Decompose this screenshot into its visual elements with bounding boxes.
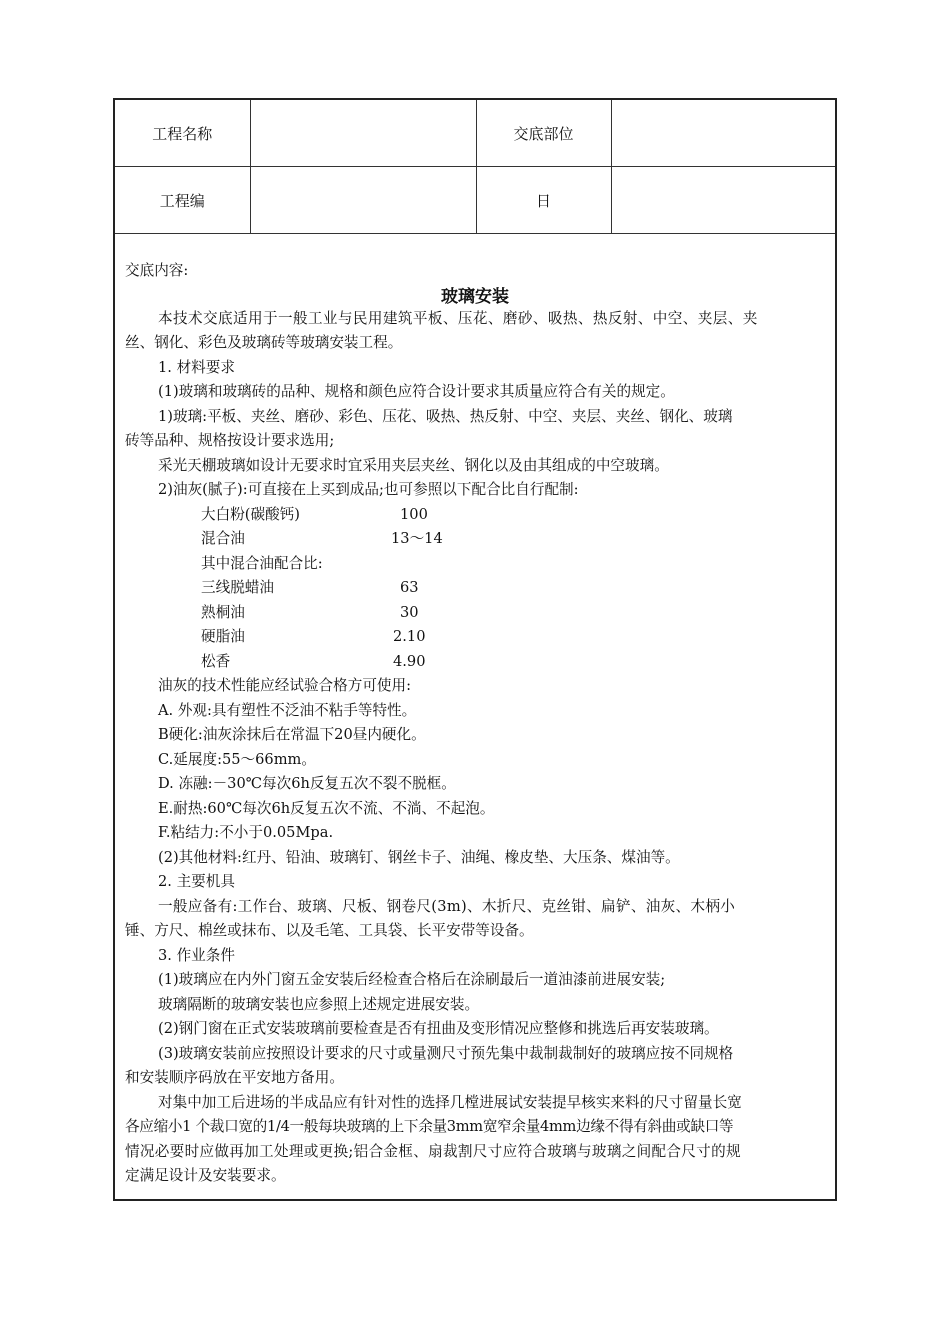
heading-materials: 1. 材料要求 bbox=[158, 359, 235, 376]
text-line: 本技术交底适用于一般工业与民用建筑平板、压花、磨砂、吸热、热反射、中空、夹层、夹 bbox=[158, 310, 758, 327]
project-no-label: 工程编 bbox=[115, 167, 250, 234]
heading-tools: 2. 主要机具 bbox=[158, 873, 235, 890]
text-line: (2)钢门窗在正式安装玻璃前要检查是否有扭曲及变形情况应整修和挑选后再安装玻璃。 bbox=[158, 1020, 719, 1037]
document-sheet bbox=[113, 98, 837, 1201]
intro-label: 交底内容: bbox=[125, 262, 189, 279]
mix-item-value: 100 bbox=[400, 506, 428, 523]
text-line: 锤、方尺、棉丝或抹布、以及毛笔、工具袋、长平安带等设备。 bbox=[125, 922, 534, 939]
mix-item-name: 熟桐油 bbox=[201, 604, 245, 621]
project-name-label: 工程名称 bbox=[115, 100, 250, 167]
mix-item-value: 2.10 bbox=[393, 628, 426, 645]
text-line: (3)玻璃安装前应按照设计要求的尺寸或量测尺寸预先集中裁制裁制好的玻璃应按不同规格 bbox=[158, 1045, 734, 1062]
text-line: C.延展度:55～66mm。 bbox=[158, 751, 316, 768]
text-line: (1)玻璃应在内外门窗五金安装后经检查合格后在涂刷最后一道油漆前进展安装; bbox=[158, 971, 666, 988]
mix-item-value: 13～14 bbox=[391, 530, 443, 547]
location-field[interactable] bbox=[611, 100, 835, 167]
text-line: 玻璃隔断的玻璃安装也应参照上述规定进展安装。 bbox=[158, 996, 480, 1013]
date-label: 日 bbox=[476, 167, 611, 234]
mix-item-value: 4.90 bbox=[393, 653, 426, 670]
text-line: 丝、钢化、彩色及玻璃砖等玻璃安装工程。 bbox=[125, 334, 403, 351]
text-line: 油灰的技术性能应经试验合格方可使用: bbox=[158, 677, 412, 694]
mix-item-value: 63 bbox=[400, 579, 419, 596]
header-row-1 bbox=[115, 100, 835, 167]
text-line: 各应缩小1 个裁口宽的1/4一般每块玻璃的上下余量3mm宽窄余量4mm边缘不得有斜曲或缺口等 bbox=[125, 1118, 734, 1135]
text-line: A. 外观:具有塑性不泛油不粘手等特性。 bbox=[158, 702, 417, 719]
mix-item-name: 松香 bbox=[201, 653, 231, 670]
date-field[interactable] bbox=[611, 167, 835, 234]
text-line: 砖等品种、规格按设计要求选用; bbox=[125, 432, 335, 449]
text-line: 一般应备有:工作台、玻璃、尺板、钢卷尺(3m)、木折尺、克丝钳、扁铲、油灰、木柄小 bbox=[158, 898, 736, 915]
text-line: 和安装顺序码放在平安地方备用。 bbox=[125, 1069, 344, 1086]
text-line: 1)玻璃:平板、夹丝、磨砂、彩色、压花、吸热、热反射、中空、夹层、夹丝、钢化、玻璃 bbox=[158, 408, 733, 425]
mix-subheading: 其中混合油配合比: bbox=[201, 555, 323, 572]
text-line: E.耐热:60℃每次6h反复五次不流、不淌、不起泡。 bbox=[158, 800, 495, 817]
text-line: 采光天棚玻璃如设计无要求时宜采用夹层夹丝、钢化以及由其组成的中空玻璃。 bbox=[158, 457, 669, 474]
text-line: 定满足设计及安装要求。 bbox=[125, 1167, 286, 1184]
text-line: 2)油灰(腻子):可直接在上买到成品;也可参照以下配合比自行配制: bbox=[158, 481, 579, 498]
location-label: 交底部位 bbox=[476, 100, 611, 167]
text-line: F.粘结力:不小于0.05Mpa. bbox=[158, 824, 334, 841]
text-line: (1)玻璃和玻璃砖的品种、规格和颜色应符合设计要求其质量应符合有关的规定。 bbox=[158, 383, 675, 400]
project-no-field[interactable] bbox=[250, 167, 476, 234]
section-title: 玻璃安装 bbox=[441, 287, 509, 307]
text-line: 对集中加工后进场的半成品应有针对性的选择几樘进展试安装提早核实来料的尺寸留量长宽 bbox=[158, 1094, 742, 1111]
mix-item-name: 混合油 bbox=[201, 530, 245, 547]
mix-item-name: 硬脂油 bbox=[201, 628, 245, 645]
text-line: B硬化:油灰涂抹后在常温下20昼内硬化。 bbox=[158, 726, 426, 743]
mix-item-value: 30 bbox=[400, 604, 419, 621]
text-line: D. 冻融:－30℃每次6h反复五次不裂不脱框。 bbox=[158, 775, 456, 792]
mix-item-name: 大白粉(碳酸钙) bbox=[201, 506, 300, 523]
header-table bbox=[115, 100, 835, 234]
header-row-2 bbox=[115, 167, 835, 234]
project-name-field[interactable] bbox=[250, 100, 476, 167]
mix-item-name: 三线脱蜡油 bbox=[201, 579, 274, 596]
heading-conditions: 3. 作业条件 bbox=[158, 947, 235, 964]
text-line: (2)其他材料:红丹、铅油、玻璃钉、钢丝卡子、油绳、橡皮垫、大压条、煤油等。 bbox=[158, 849, 680, 866]
text-line: 情况必要时应做再加工处理或更换;铝合金框、扇裁割尺寸应符合玻璃与玻璃之间配合尺寸的规 bbox=[125, 1143, 741, 1160]
